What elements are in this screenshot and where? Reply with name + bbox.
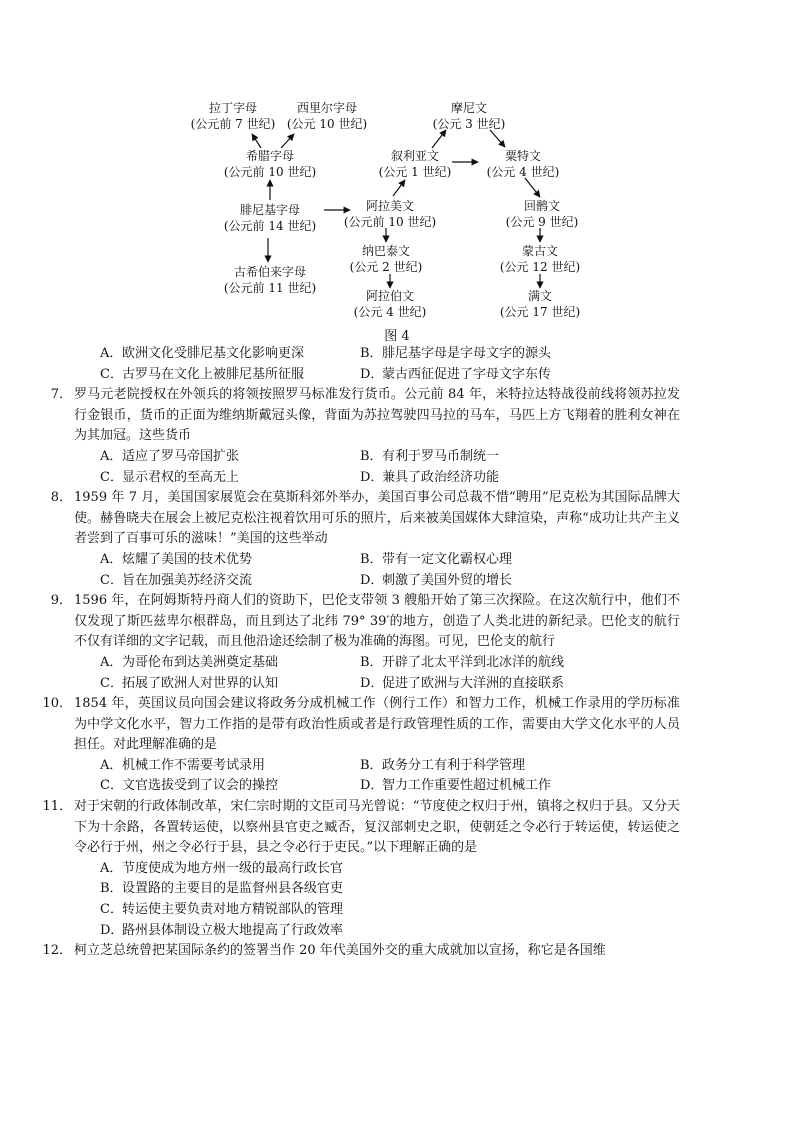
option-b[interactable]: B．带有一定文化霸权心理 <box>360 551 513 567</box>
option-a[interactable]: A．炫耀了美国的技术优势 <box>100 551 253 567</box>
option-d[interactable]: D．路州县体制设立极大地提高了行政效率 <box>100 922 344 938</box>
option-b[interactable]: B．设置路的主要目的是监督州县各级官吏 <box>100 881 344 897</box>
option-grid <box>74 550 680 591</box>
node-latin <box>190 100 276 132</box>
node-date: (公元 10 世纪) <box>286 117 368 131</box>
node-name: 拉丁字母 <box>208 101 257 115</box>
node-date: (公元 4 世纪) <box>486 165 560 179</box>
option-a[interactable]: A．为哥伦布到达美洲奠定基础 <box>100 654 279 670</box>
arrow-aramaic-syriac <box>393 180 405 196</box>
node-date: (公元 3 世纪) <box>432 117 506 131</box>
question-number: 7． <box>50 387 72 403</box>
question-6-options <box>74 344 680 385</box>
figure-caption: 图 4 <box>384 329 410 344</box>
question-stem: 1854 年，英国议员向国会建议将政务分成机械工作（例行工作）和智力工作，机械工作录用的学历标准为中学文化水平，智力工作指的是带有政治性质或者是行政管理性质的工作，需要由大学文化水平的人员担任。对此理解准确的是 <box>74 696 680 753</box>
question-8 <box>50 488 680 591</box>
option-a[interactable]: A．节度使成为地方州一级的最高行政长官 <box>100 860 344 876</box>
question-10 <box>42 694 680 797</box>
arrow-manichaean-sogdian <box>490 130 505 147</box>
node-date: (公元前 7 世纪) <box>190 117 276 131</box>
node-name: 阿拉伯文 <box>365 289 414 303</box>
option-grid <box>74 653 680 694</box>
option-d[interactable]: D．兼具了政治经济功能 <box>360 469 500 485</box>
question-number: 9． <box>50 593 72 609</box>
option-b[interactable]: B．腓尼基字母是字母文字的源头 <box>360 346 552 361</box>
option-b[interactable]: B．开辟了北太平洋到北冰洋的航线 <box>360 654 565 670</box>
node-name: 西里尔字母 <box>296 101 357 115</box>
node-hebrew <box>220 264 320 296</box>
option-a[interactable]: A．适应了罗马帝国扩张 <box>100 448 240 464</box>
option-grid <box>74 447 680 488</box>
arrow-syriac-manichaean <box>432 130 446 148</box>
question-11 <box>42 797 680 941</box>
node-date: (公元 2 世纪) <box>349 260 423 274</box>
node-date: (公元前 14 世纪) <box>223 219 317 233</box>
node-manichaean <box>424 100 514 132</box>
node-syriac <box>370 148 460 180</box>
node-name: 阿拉美文 <box>365 199 414 213</box>
option-c[interactable]: C．拓展了欧洲人对世界的认知 <box>100 675 279 691</box>
option-d[interactable]: D．促进了欧洲与大洋洲的直接联系 <box>360 675 565 691</box>
node-aramaic <box>340 198 440 230</box>
node-name: 回鹘文 <box>523 199 560 213</box>
node-date: (公元前 10 世纪) <box>223 165 317 179</box>
node-name: 蒙古文 <box>521 244 558 258</box>
question-12 <box>42 941 680 962</box>
node-sogdian <box>478 148 568 180</box>
node-date: (公元 12 世纪) <box>499 260 581 274</box>
node-name: 希腊字母 <box>245 149 294 163</box>
option-a[interactable]: A．机械工作不需要考试录用 <box>100 757 266 773</box>
option-c[interactable]: C．旨在加强美苏经济交流 <box>100 572 253 588</box>
node-name: 粟特文 <box>504 149 541 163</box>
question-stem: 柯立芝总统曾把某国际条约的签署当作 20 年代美国外交的重大成就加以宣扬，称它是各国维 <box>74 943 606 959</box>
option-d[interactable]: D．刺激了美国外贸的增长 <box>360 572 513 588</box>
node-date: (公元前 11 世纪) <box>223 281 317 295</box>
node-greek <box>222 148 318 180</box>
option-b[interactable]: B．有利于罗马币制统一 <box>360 448 500 464</box>
option-c[interactable]: C．转运使主要负责对地方精锐部队的管理 <box>100 902 344 918</box>
option-c[interactable]: C．文官选拔受到了议会的操控 <box>100 778 279 794</box>
option-b[interactable]: B．政务分工有利于科学管理 <box>360 757 526 773</box>
question-number: 10． <box>42 696 72 712</box>
arrow-greek-cyrillic <box>281 134 294 148</box>
node-nabataean <box>341 243 431 275</box>
option-d[interactable]: D．智力工作重要性超过机械工作 <box>360 778 552 794</box>
node-date: (公元 4 世纪) <box>353 305 427 319</box>
node-name: 摩尼文 <box>450 101 487 115</box>
option-grid <box>74 859 680 941</box>
question-stem: 1959 年 7 月，美国国家展览会在莫斯科郊外举办，美国百事公司总裁不惜“聘用”尼克松为其国际品牌大使。赫鲁晓夫在展会上被尼克松注视着饮用可乐的照片，后来被美国媒体大肆渲染，声称“成功让共产主义者尝到了百事可乐的滋味！”美国的这些举动 <box>74 490 680 547</box>
arrow-greek-latin <box>252 134 261 148</box>
node-name: 纳巴泰文 <box>361 244 410 258</box>
node-phoenician <box>220 202 320 234</box>
node-name: 叙利亚文 <box>390 149 439 163</box>
question-number: 8． <box>50 490 72 506</box>
question-7 <box>50 385 680 488</box>
question-stem: 罗马元老院授权在外领兵的将领按照罗马标准发行货币。公元前 84 年，米特拉达特战役前线将领苏拉发行金银币，货币的正面为维纳斯戴冠头像，背面为苏拉驾驶四马拉的马车，马匹上方飞翔着的胜利女神在为其加冠。这些货币 <box>74 387 680 444</box>
node-cyrillic <box>284 100 370 132</box>
question-stem: 对于宋朝的行政体制改革，宋仁宗时期的文臣司马光曾说：“节度使之权归于州，镇将之权归于县。又分天下为十余路，各置转运使，以察州县官吏之臧否，复汉部刺史之职，使朝廷之令必行于转运使，转运使之令必行于州，州之令必行于县，县之令必行于吏民。”以下理解正确的是 <box>74 799 680 856</box>
node-uyghur <box>497 198 587 230</box>
option-d[interactable]: D．蒙古西征促进了字母文字东传 <box>360 366 552 382</box>
node-manchu <box>492 288 588 320</box>
question-number: 12． <box>42 943 72 959</box>
option-c[interactable]: C．古罗马在文化上被腓尼基所征服 <box>100 366 305 382</box>
writing-systems-diagram <box>0 0 794 320</box>
node-date: (公元前 10 世纪) <box>343 215 437 229</box>
node-name: 腓尼基字母 <box>239 203 300 217</box>
option-grid <box>74 344 680 385</box>
option-c[interactable]: C．显示君权的至高无上 <box>100 469 240 485</box>
node-name: 古希伯来字母 <box>233 265 306 279</box>
question-stem: 1596 年，在阿姆斯特丹商人们的资助下，巴伦支带领 3 艘船开始了第三次探险。在这次航行中，他们不仅发现了斯匹兹卑尔根群岛，而且到达了北纬 79° 39′的地方，创造了人类北进的新纪录。巴伦支的航行不仅有详细的文字记载，而且他沿途还绘制了极为准确的海图。可见，巴伦支的航行 <box>74 593 680 650</box>
option-grid <box>74 756 680 797</box>
node-name: 满文 <box>527 289 552 303</box>
option-a[interactable]: A．欧洲文化受腓尼基文化影响更深 <box>100 346 305 361</box>
node-arabic <box>345 288 435 320</box>
question-number: 11． <box>42 799 72 815</box>
question-9 <box>50 591 680 694</box>
node-date: (公元 17 世纪) <box>499 305 581 319</box>
question-items <box>42 385 680 962</box>
node-date: (公元 9 世纪) <box>505 215 579 229</box>
node-date: (公元 1 世纪) <box>378 165 452 179</box>
node-mongol <box>492 243 588 275</box>
arrow-sogdian-uyghur <box>525 178 540 197</box>
question-list <box>42 344 680 962</box>
